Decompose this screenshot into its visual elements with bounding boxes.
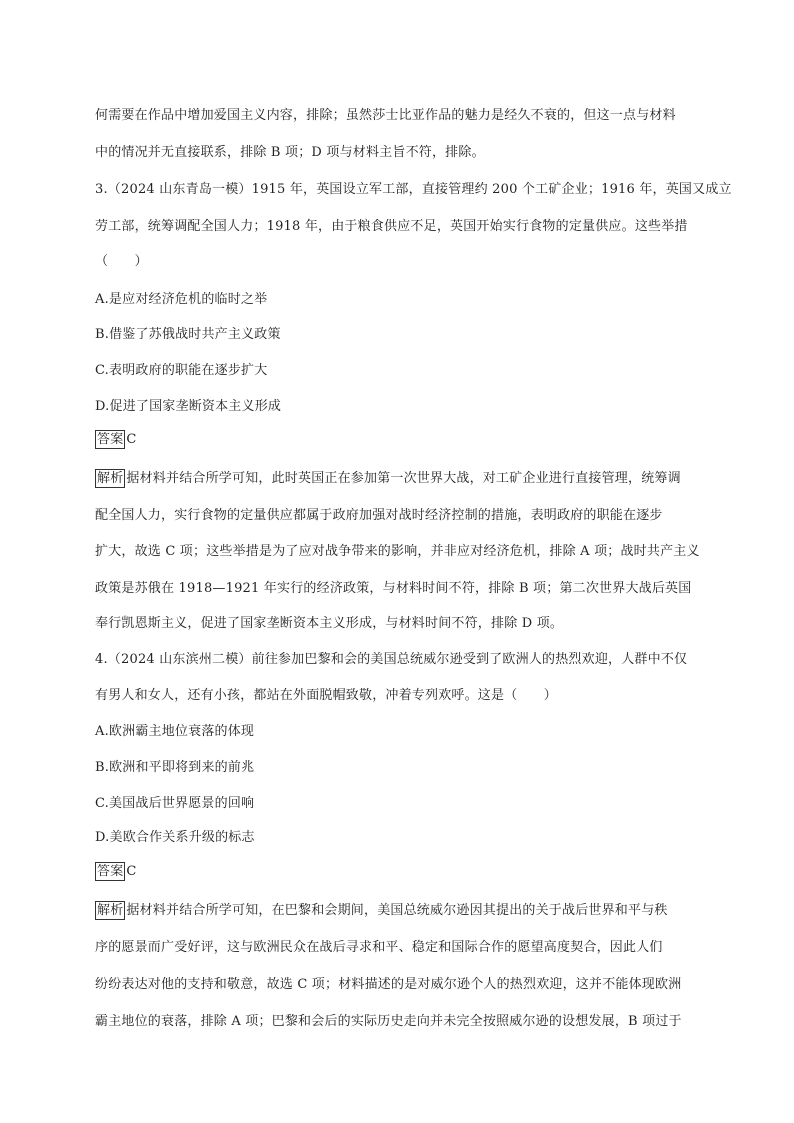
q3-option-d: D.促进了国家垄断资本主义形成 [95, 399, 282, 414]
explanation-text: 据材料并结合所学可知，此时英国正在参加第一次世界大战，对工矿企业进行直接管理，统筹调 [126, 471, 681, 486]
q3-explanation-line: 配全国人力，实行食物的定量供应都属于政府加强对战时经济控制的措施，表明政府的职能在逐步 [95, 508, 663, 523]
q4-option-a: A.欧洲霸主地位衰落的体现 [95, 724, 255, 739]
answer-tag: 答案 [97, 432, 124, 447]
q4-explanation-line: 纷纷表达对他的支持和敬意，故选 C 项；材料描述的是对威尔逊个人的热烈欢迎，这并不能体现欧洲 [95, 977, 682, 992]
q4-explanation-line: 序的愿景而广受好评，这与欧洲民众在战后寻求和平、稳定和国际合作的愿望高度契合，因此人们 [95, 940, 663, 955]
q3-option-c: C.表明政府的职能在逐步扩大 [95, 363, 268, 378]
q4-option-c: C.美国战后世界愿景的回响 [95, 796, 255, 811]
q3-stem-line: 3.（2024 山东青岛一模）1915 年，英国设立军工部，直接管理约 200 个工矿企业；1916 年，英国又成立 [95, 182, 732, 197]
q3-explanation-line [95, 467, 681, 488]
q4-stem-line: 有男人和女人，还有小孩，都站在外面脱帽致敬，冲着专列欢呼。这是（ ） [95, 688, 558, 703]
q4-explanation-line [95, 899, 668, 920]
explanation-tag: 解析 [97, 903, 124, 918]
q4-option-b: B.欧洲和平即将到来的前兆 [95, 760, 255, 775]
q3-explanation-line: 奉行凯恩斯主义，促进了国家垄断资本主义形成，与材料时间不符，排除 D 项。 [95, 616, 564, 631]
answer-tag: 答案 [97, 864, 124, 879]
q3-stem-line: （ ） [95, 254, 148, 269]
explanation-tag: 解析 [97, 471, 124, 486]
answer-value: C [126, 432, 137, 447]
continued-explanation-line: 何需要在作品中增加爱国主义内容，排除；虽然莎士比亚作品的魅力是经久不衰的，但这一点与材料 [95, 108, 676, 123]
q3-answer [95, 430, 137, 449]
q3-option-a: A.是应对经济危机的临时之举 [95, 292, 268, 307]
q3-explanation-line: 扩大，故选 C 项；这些举措是为了应对战争带来的影响，并非应对经济危机，排除 A 项；战时共产主义 [95, 544, 700, 559]
q3-explanation-line: 政策是苏俄在 1918—1921 年实行的经济政策，与材料时间不符，排除 B 项；第二次世界大战后英国 [95, 581, 692, 596]
q4-answer [95, 862, 137, 881]
q4-explanation-line: 霸主地位的衰落，排除 A 项；巴黎和会后的实际历史走向并未完全按照威尔逊的设想发展，B 项过于 [95, 1014, 682, 1029]
continued-explanation-line: 中的情况并无直接联系，排除 B 项；D 项与材料主旨不符，排除。 [95, 145, 485, 160]
answer-value: C [126, 864, 137, 879]
q4-stem-line: 4.（2024 山东滨州二模）前往参加巴黎和会的美国总统威尔逊受到了欧洲人的热烈欢迎，人群中不仅 [95, 652, 688, 667]
q3-stem-line: 劳工部，统筹调配全国人力；1918 年，由于粮食供应不足，英国开始实行食物的定量供应。这些举措 [95, 219, 688, 234]
q3-option-b: B.借鉴了苏俄战时共产主义政策 [95, 327, 281, 342]
q4-option-d: D.美欧合作关系升级的标志 [95, 830, 255, 845]
explanation-text: 据材料并结合所学可知，在巴黎和会期间，美国总统威尔逊因其提出的关于战后世界和平与秩 [126, 903, 668, 918]
